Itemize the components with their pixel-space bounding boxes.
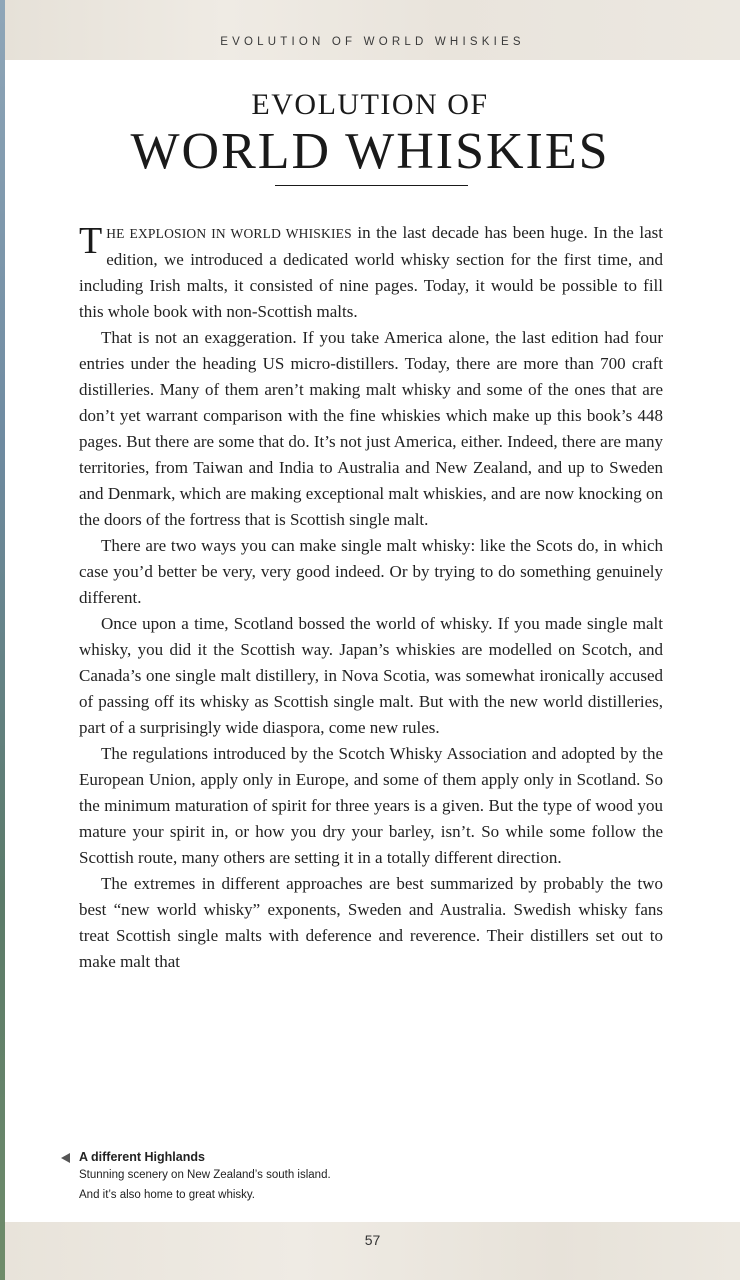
running-head: EVOLUTION OF WORLD WHISKIES bbox=[220, 36, 525, 48]
lead-in: HE EXPLOSION IN WORLD WHISKIES bbox=[106, 226, 352, 241]
photo-caption bbox=[79, 1150, 599, 1205]
paragraph-6: The extremes in different approaches are best summarized by probably the two best “new world whisky” exponents, Sweden and Australia. Swedish whisky fans treat Scottish single malts with deference and reverence. Their distillers set out to make malt that bbox=[79, 874, 663, 971]
paragraph-1 bbox=[79, 220, 663, 325]
photo-edge-strip bbox=[0, 0, 5, 1280]
article-body bbox=[79, 220, 663, 975]
paragraph-1-text: in the last decade has been huge. In the last edition, we introduced a dedicated world whisky section for the first time, and including Irish malts, it consisted of nine pages. Today, it would be possible to fill this whole book with non-Scottish malts. bbox=[79, 223, 663, 321]
chapter-title-line1: EVOLUTION OF bbox=[251, 88, 489, 121]
caption-line-2: And it’s also home to great whisky. bbox=[79, 1189, 255, 1201]
caption-line-1: Stunning scenery on New Zealand’s south island. bbox=[79, 1169, 331, 1181]
footer-band bbox=[5, 1222, 740, 1280]
paragraph-4: Once upon a time, Scotland bossed the world of whisky. If you made single malt whisky, you did it the Scottish way. Japan’s whiskies are modelled on Scotch, and Canada’s one single malt distillery, in Nova Scotia, was somewhat ironically accused of passing off its whisky as Scottish single malt. But with the new world distilleries, part of a surprisingly wide diaspora, come new rules. bbox=[79, 614, 663, 737]
drop-cap: T bbox=[79, 220, 103, 262]
paragraph-2: That is not an exaggeration. If you take America alone, the last edition had four entries under the heading US micro-distillers. Today, there are more than 700 craft distilleries. Many of them aren’t making malt whisky and some of the ones that are don’t yet warrant comparison with the fine whiskies which make up this book’s 448 pages. But there are some that do. It’s not just America, either. Indeed, there are many territories, from Taiwan and India to Australia and New Zealand, and up to Sweden and Denmark, which are making exceptional malt whiskies, and are now knocking on the doors of the fortress that is Scottish single malt. bbox=[79, 328, 663, 529]
page-number: 57 bbox=[364, 1232, 381, 1248]
title-underline bbox=[275, 185, 468, 186]
paragraph-3: There are two ways you can make single malt whisky: like the Scots do, in which case you’d better be very, very good indeed. Or by trying to do something genuinely different. bbox=[79, 536, 663, 607]
left-pointer-icon bbox=[61, 1153, 70, 1163]
chapter-title-line2: WORLD WHISKIES bbox=[130, 123, 610, 180]
paragraph-5: The regulations introduced by the Scotch Whisky Association and adopted by the European Union, apply only in Europe, and some of them apply only in Scotland. So the minimum maturation of spirit for three years is a given. But the type of wood you mature your spirit in, or how you dry your barley, isn’t. So while some follow the Scottish route, many others are setting it in a totally different direction. bbox=[79, 744, 663, 867]
header-band bbox=[5, 0, 740, 60]
caption-title: A different Highlands bbox=[79, 1150, 205, 1164]
